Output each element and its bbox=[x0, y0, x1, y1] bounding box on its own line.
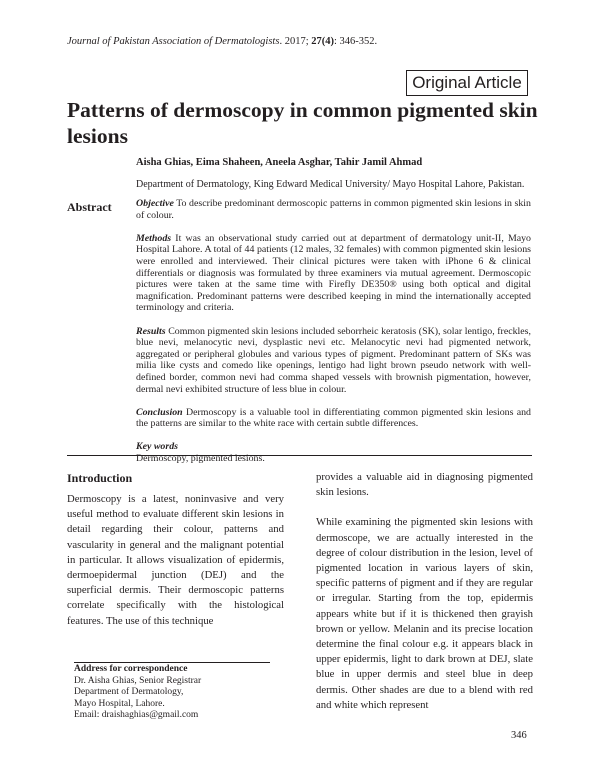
correspondence-name: Dr. Aisha Ghias, Senior Registrar bbox=[74, 675, 202, 686]
keywords-text: Dermoscopy, pigmented lesions. bbox=[136, 453, 265, 465]
methods-label: Methods bbox=[136, 232, 172, 244]
abstract-heading: Abstract bbox=[67, 200, 112, 214]
correspondence-heading: Address for correspondence bbox=[74, 664, 188, 674]
intro-paragraph-1: Dermoscopy is a latest, noninvasive and very useful method to evaluate different skin lesions in detail regarding their colour, patterns and vascularity in general and the malignant potential in particular. It allows visualization of epidermis, dermoepidermal junction (DEJ) and the superficial dermis. Their dermoscopic patterns correlate specifically with the histological features. The use of this technique bbox=[67, 493, 284, 627]
abstract-conclusion bbox=[136, 407, 531, 430]
correspondence-hospital: Mayo Hospital, Lahore. bbox=[74, 698, 165, 709]
correspondence-block bbox=[74, 664, 284, 722]
methods-text: It was an observational study carried out at department of dermatology unit-II, Mayo Hospital Lahore. A total of 44 patients (12 males, 32 females) with common pigmented skin lesions were enrolled and interviewed. Their clinical pictures were taken with iPhone 6 & clinical differentials or diagnosis was formulated by three examiners via mutual agreement. Dermoscopic pictures were taken at the same time with Firefly DE350® using both optical and digital magnification. Predominant patterns were described keeping in mind the internationally accepted terminology and criteria. bbox=[136, 232, 531, 314]
results-text: Common pigmented skin lesions included seborrheic keratosis (SK), solar lentigo, freckles, blue nevi, melanocytic nevi, dysplastic nevi etc. Melanocytic nevi had pigmented network, aggregated or peripheral globules and various types of pigment. Predominant pattern of SKs was milia like cysts and comedo like openings, lentigo had light brown pseudo network with well-defined border, common nevi had comma shaped vessels with brownish pigmentation, however, dermal nevi exhibited structure of less blue in colour. bbox=[136, 325, 531, 395]
correspondence-divider bbox=[74, 662, 270, 663]
abstract-body bbox=[136, 198, 531, 465]
correspondence-email: Email: draishaghias@gmail.com bbox=[74, 710, 199, 720]
abstract-results bbox=[136, 326, 531, 396]
conclusion-text: Dermoscopy is a valuable tool in differentiating common pigmented skin lesions and the patterns are similar to the white race with certain subtle differences. bbox=[136, 406, 531, 430]
right-column bbox=[316, 470, 533, 713]
author-list: Aisha Ghias, Eima Shaheen, Aneela Asghar, Tahir Jamil Ahmad bbox=[136, 157, 423, 168]
abstract-objective bbox=[136, 198, 531, 221]
journal-name: Journal of Pakistan Association of Dermatologists bbox=[67, 36, 280, 47]
objective-text: To describe predominant dermoscopic patterns in common pigmented skin lesions in skin of colour. bbox=[136, 198, 531, 221]
results-label: Results bbox=[136, 325, 166, 337]
section-divider bbox=[67, 455, 532, 456]
affiliation: Department of Dermatology, King Edward Medical University/ Mayo Hospital Lahore, Pakistan. bbox=[136, 179, 525, 190]
journal-volume: 27(4) bbox=[311, 36, 334, 47]
abstract-methods bbox=[136, 233, 531, 314]
journal-pages: : 346-352. bbox=[333, 36, 378, 47]
keywords bbox=[136, 441, 531, 464]
conclusion-label: Conclusion bbox=[136, 406, 183, 418]
objective-label: Objective bbox=[136, 198, 174, 209]
introduction-heading: Introduction bbox=[67, 471, 133, 485]
article-title: Patterns of dermoscopy in common pigmented skin lesions bbox=[67, 98, 538, 148]
journal-year: . 2017; bbox=[279, 36, 312, 47]
journal-citation bbox=[67, 36, 377, 47]
intro-paragraph-1-continued: provides a valuable aid in diagnosing pigmented skin lesions. bbox=[316, 471, 533, 499]
page-number: 346 bbox=[511, 730, 527, 741]
correspondence-dept: Department of Dermatology, bbox=[74, 687, 184, 697]
article-type-box: Original Article bbox=[406, 70, 528, 96]
left-column bbox=[67, 492, 284, 629]
keywords-label: Key words bbox=[136, 441, 178, 453]
intro-paragraph-2: While examining the pigmented skin lesions with dermoscope, we are actually interested in the degree of colour distribution in the lesion, level of pigmented location in various layers of skin, specific patterns of pigment and if they are regular or irregular. Starting from the top, epidermis appears white but if it is thickened then grayish brown or yellow. Melanin and its precise location determine the final colour e.g. it appears black in upper epidermis, light to dark brown at DEJ, slate blue in upper dermis and steel blue in deep dermis. Other shades are due to a blend with red and white which represent bbox=[316, 516, 533, 711]
